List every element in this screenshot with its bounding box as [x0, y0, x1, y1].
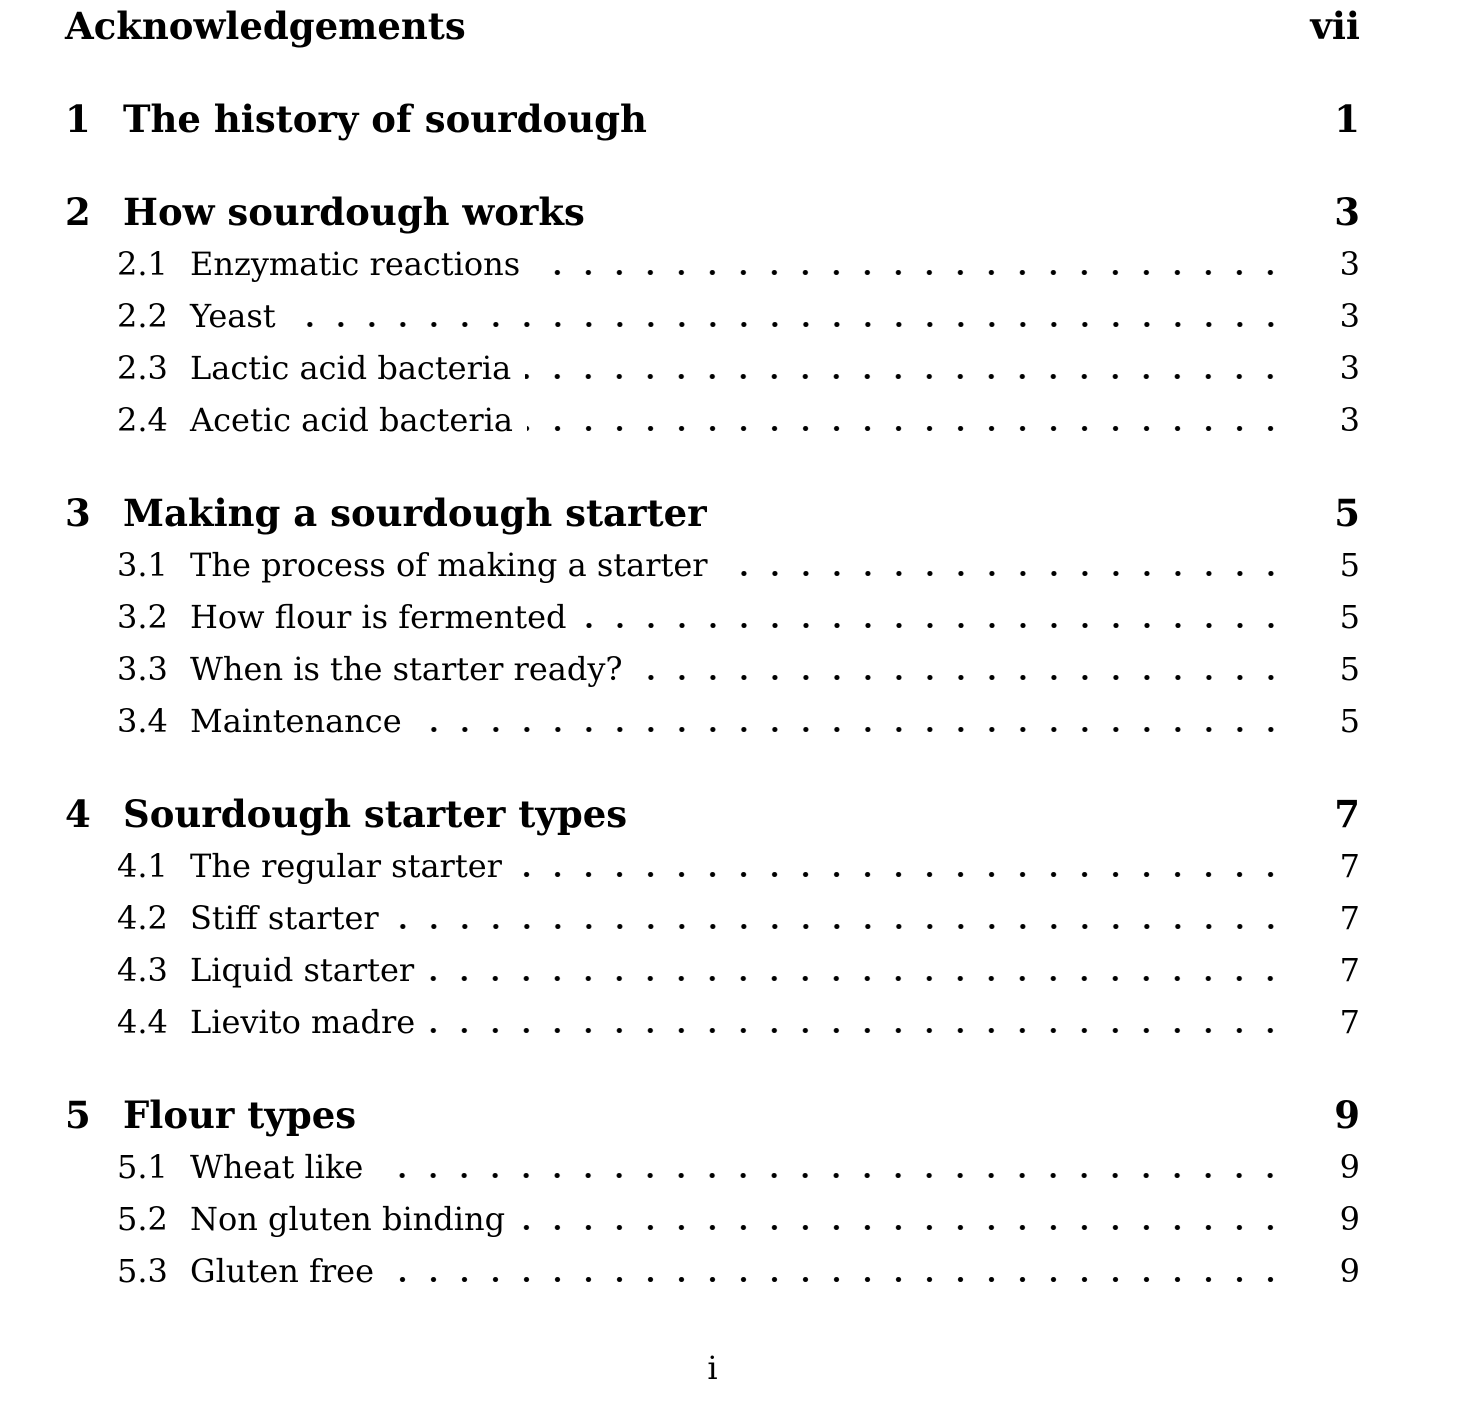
- dot-leader: [722, 571, 1286, 576]
- frontmatter-title: Acknowledgements: [65, 4, 466, 48]
- chapter-title: The history of sourdough: [123, 97, 647, 141]
- section-page-number: 7: [1339, 899, 1360, 937]
- section-title: Yeast: [190, 297, 276, 335]
- section-title: Gluten free: [190, 1252, 374, 1290]
- dot-leader: [525, 374, 1286, 379]
- chapter-number: 1: [65, 97, 91, 141]
- section-page-number: 3: [1339, 401, 1360, 439]
- frontmatter-page-number: vii: [1310, 4, 1360, 48]
- chapter-page-number: 9: [1334, 1093, 1360, 1137]
- chapter-page-number: 3: [1334, 190, 1360, 234]
- toc-entry-section-4-4: [65, 996, 1360, 1048]
- section-page-number: 7: [1339, 951, 1360, 989]
- toc-entry-section-3-2: [65, 591, 1360, 643]
- section-title: Liquid starter: [190, 951, 415, 989]
- section-title: Maintenance: [190, 702, 402, 740]
- dot-leader: [519, 1225, 1286, 1230]
- section-number: 3.4: [117, 702, 168, 740]
- chapter-title: Sourdough starter types: [123, 792, 628, 836]
- dot-leader: [393, 924, 1286, 929]
- dot-leader: [377, 1173, 1286, 1178]
- dot-leader: [527, 426, 1286, 431]
- toc-entry-section-2-3: [65, 342, 1360, 394]
- toc-entry-section-2-1: [65, 238, 1360, 290]
- chapter-page-number: 1: [1334, 97, 1360, 141]
- section-number: 2.2: [117, 297, 168, 335]
- section-title: Non gluten binding: [190, 1200, 506, 1238]
- dot-leader: [637, 675, 1286, 680]
- toc-entry-section-4-1: [65, 840, 1360, 892]
- dot-leader: [388, 1277, 1286, 1282]
- chapter-title: How sourdough works: [123, 190, 585, 234]
- section-title: The regular starter: [190, 847, 502, 885]
- toc-entry-chapter-1: [65, 93, 1360, 145]
- section-number: 5.1: [117, 1148, 168, 1186]
- section-page-number: 9: [1339, 1252, 1360, 1290]
- dot-leader: [416, 727, 1286, 732]
- section-title: Lievito madre: [190, 1003, 416, 1041]
- section-page-number: 3: [1339, 349, 1360, 387]
- section-page-number: 9: [1339, 1200, 1360, 1238]
- chapter-title: Flour types: [123, 1093, 357, 1137]
- dot-leader: [534, 270, 1286, 275]
- section-page-number: 5: [1339, 546, 1360, 584]
- toc-entry-section-5-1: [65, 1141, 1360, 1193]
- section-title: How flour is fermented: [190, 598, 567, 636]
- section-number: 5.2: [117, 1200, 168, 1238]
- section-number: 2.1: [117, 245, 168, 283]
- section-number: 4.4: [117, 1003, 168, 1041]
- section-page-number: 5: [1339, 702, 1360, 740]
- toc-entry-chapter-3: [65, 487, 1360, 539]
- section-number: 4.3: [117, 951, 168, 989]
- toc-entry-section-3-3: [65, 643, 1360, 695]
- section-title: Enzymatic reactions: [190, 245, 521, 283]
- chapter-number: 4: [65, 792, 91, 836]
- section-number: 2.3: [117, 349, 168, 387]
- chapter-number: 5: [65, 1093, 91, 1137]
- chapter-number: 3: [65, 491, 91, 535]
- section-title: When is the starter ready?: [190, 650, 623, 688]
- section-page-number: 7: [1339, 1003, 1360, 1041]
- section-number: 3.3: [117, 650, 168, 688]
- section-number: 2.4: [117, 401, 168, 439]
- toc-entry-section-2-4: [65, 394, 1360, 446]
- toc-content: [65, 0, 1360, 1394]
- toc-entry-section-4-3: [65, 944, 1360, 996]
- section-page-number: 3: [1339, 297, 1360, 335]
- toc-entry-section-3-4: [65, 695, 1360, 747]
- dot-leader: [428, 976, 1286, 981]
- dot-leader: [290, 322, 1286, 327]
- toc-entry-section-3-1: [65, 539, 1360, 591]
- toc-entry-section-4-2: [65, 892, 1360, 944]
- toc-entry-section-5-3: [65, 1245, 1360, 1297]
- chapter-page-number: 7: [1334, 792, 1360, 836]
- section-page-number: 7: [1339, 847, 1360, 885]
- dot-leader: [429, 1028, 1286, 1033]
- toc-entry-section-5-2: [65, 1193, 1360, 1245]
- chapter-number: 2: [65, 190, 91, 234]
- toc-entry-chapter-5: [65, 1089, 1360, 1141]
- page-footer: [65, 1342, 1360, 1394]
- section-number: 5.3: [117, 1252, 168, 1290]
- toc-entry-chapter-2: [65, 186, 1360, 238]
- section-title: Stiff starter: [190, 899, 379, 937]
- dot-leader: [581, 623, 1287, 628]
- section-title: The process of making a starter: [190, 546, 708, 584]
- section-title: Lactic acid bacteria: [190, 349, 512, 387]
- section-page-number: 3: [1339, 245, 1360, 283]
- toc-entry-chapter-4: [65, 788, 1360, 840]
- section-page-number: 5: [1339, 598, 1360, 636]
- chapter-title: Making a sourdough starter: [123, 491, 707, 535]
- toc-entry-section-2-2: [65, 290, 1360, 342]
- section-number: 3.2: [117, 598, 168, 636]
- dot-leader: [516, 872, 1286, 877]
- section-page-number: 9: [1339, 1148, 1360, 1186]
- footer-page-number: i: [707, 1349, 718, 1387]
- section-number: 4.2: [117, 899, 168, 937]
- section-page-number: 5: [1339, 650, 1360, 688]
- section-title: Acetic acid bacteria: [190, 401, 513, 439]
- section-number: 3.1: [117, 546, 168, 584]
- section-title: Wheat like: [190, 1148, 364, 1186]
- toc-entry-acknowledgements: [65, 0, 1360, 52]
- section-number: 4.1: [117, 847, 168, 885]
- chapter-page-number: 5: [1334, 491, 1360, 535]
